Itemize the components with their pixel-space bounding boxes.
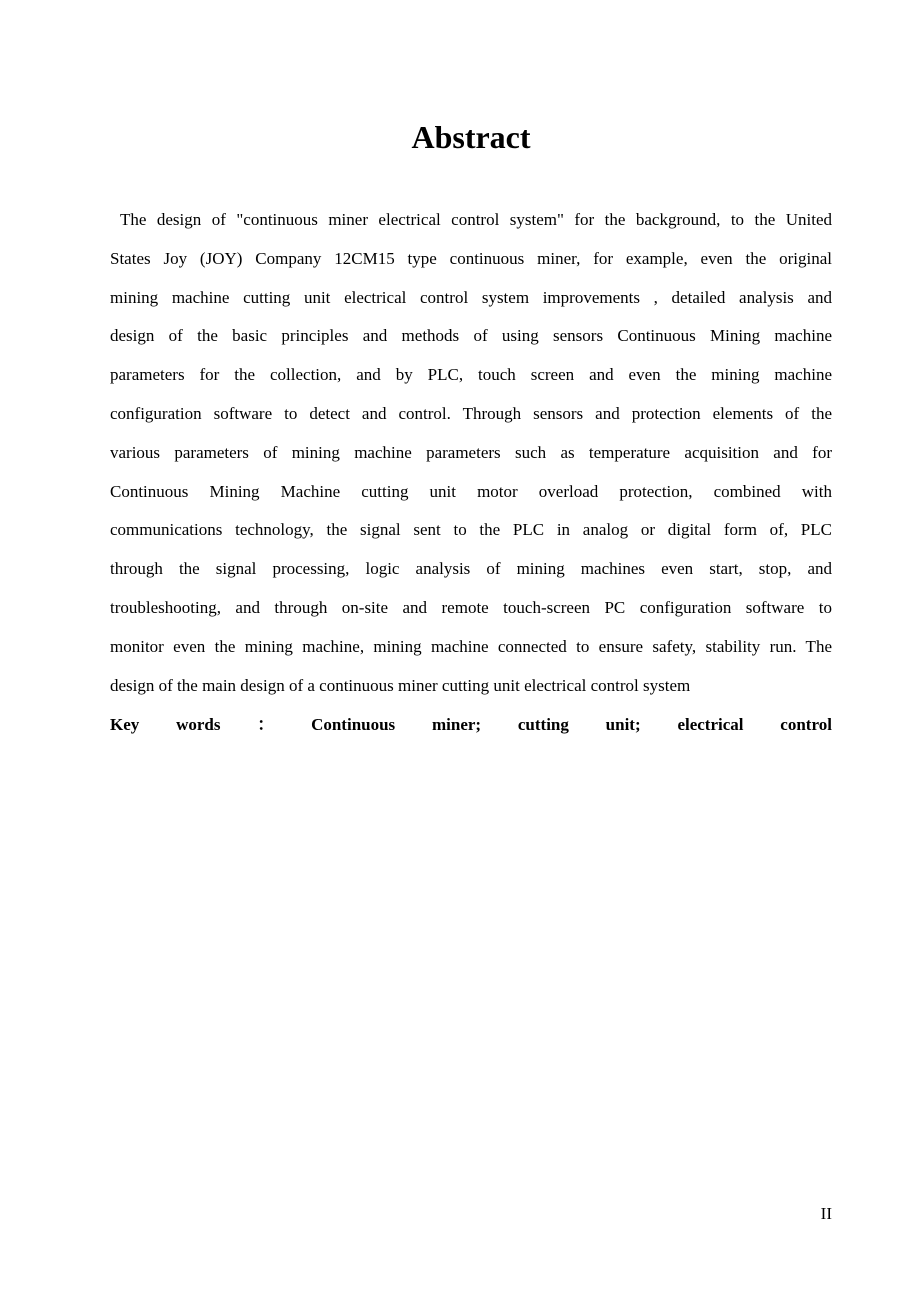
page-title: Abstract xyxy=(411,119,531,155)
abstract-line: troubleshooting, and through on-site and remote touch-screen PC configuration software to xyxy=(110,597,832,617)
abstract-body xyxy=(110,201,832,705)
keyword-token: electrical xyxy=(677,715,744,734)
keyword-token: miner; xyxy=(431,715,482,734)
abstract-line: The design of "continuous miner electrical control system" for the background, to the United xyxy=(120,210,832,229)
keyword-token: words xyxy=(176,715,221,734)
page-number: II xyxy=(820,1204,832,1223)
keyword-token: Key xyxy=(110,715,140,734)
abstract-line: design of the basic principles and methods of using sensors Continuous Mining machine xyxy=(110,326,832,346)
keyword-token: ： xyxy=(257,715,275,734)
keyword-token: Continuous xyxy=(311,715,396,734)
keywords-line xyxy=(110,706,832,744)
abstract-line: through the signal processing, logic analysis of mining machines even start, stop, and xyxy=(110,559,832,579)
keyword-token: cutting xyxy=(517,715,569,734)
abstract-line: States Joy (JOY) Company 12CM15 type continuous miner, for example, even the original xyxy=(110,248,832,268)
abstract-line: monitor even the mining machine, mining machine connected to ensure safety, stability run. The xyxy=(110,636,832,656)
abstract-line: parameters for the collection, and by PLC, touch screen and even the mining machine xyxy=(110,365,832,385)
abstract-line: communications technology, the signal sent to the PLC in analog or digital form of, PLC xyxy=(110,520,832,540)
abstract-line: Continuous Mining Machine cutting unit motor overload protection, combined with xyxy=(110,481,832,501)
keyword-token: unit; xyxy=(605,715,641,734)
abstract-line: configuration software to detect and control. Through sensors and protection elements of the xyxy=(110,403,832,423)
keyword-token: control xyxy=(780,715,832,734)
abstract-line: various parameters of mining machine parameters such as temperature acquisition and for xyxy=(110,442,832,462)
abstract-line: mining machine cutting unit electrical control system improvements , detailed analysis and xyxy=(110,287,832,307)
abstract-line: design of the main design of a continuous miner cutting unit electrical control system xyxy=(110,675,691,695)
